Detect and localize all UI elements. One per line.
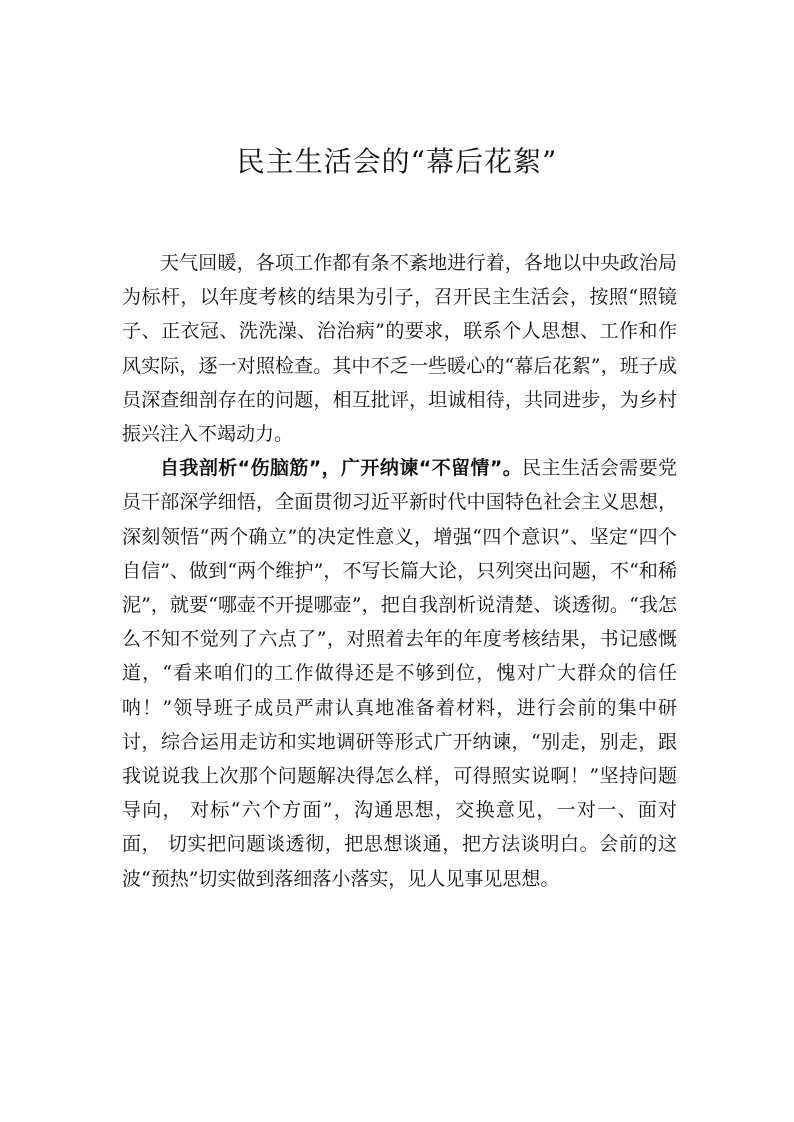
- document-body: [122, 246, 677, 896]
- paragraph-heading: 自我剖析“伤脑筋”，广开纳谏“不留情”。: [160, 457, 523, 480]
- document-title: 民主生活会的“幕后花絮”: [236, 145, 558, 178]
- paragraph-intro: 天气回暖，各项工作都有条不紊地进行着，各地以中央政治局为标杆，以年度考核的结果为引子，召开民主生活会，按照“照镜子、正衣冠、洗洗澡、治治病”的要求，联系个人思想、工作和作风实际，逐一对照检查。其中不乏一些暖心的“幕后花絮”，班子成员深查细剖存在的问题，相互批评，坦诚相待，共同进步，为乡村振兴注入不竭动力。: [122, 252, 677, 446]
- paragraph-text: 民主生活会需要党员干部深学细悟，全面贯彻习近平新时代中国特色社会主义思想，深刻领悟“两个确立”的决定性意义，增强“四个意识”、坚定“四个自信”、做到“两个维护”，不写长篇大论，只列突出问题，不“和稀泥”，就要“哪壶不开提哪壶”，把自我剖析说清楚、谈透彻。“我怎么不知不觉列了六点了”，对照着去年的年度考核结果，书记感慨道，“看来咱们的工作做得还是不够到位，愧对广大群众的信任呐！”领导班子成员严肃认真地准备着材料，进行会前的集中研讨，综合运用走访和实地调研等形式广开纳谏，“别走，别走，跟我说说我上次那个问题解决得怎么样，可得照实说啊！”坚持问题导向， 对标“六个方面”，沟通思想，交换意见，一对一、面对面， 切实把问题谈透彻，把思想谈通，把方法谈明白。会前的这波“预热”切实做到落细落小落实，见人见事见思想。: [122, 457, 677, 890]
- paragraph-self-analysis: [122, 451, 677, 896]
